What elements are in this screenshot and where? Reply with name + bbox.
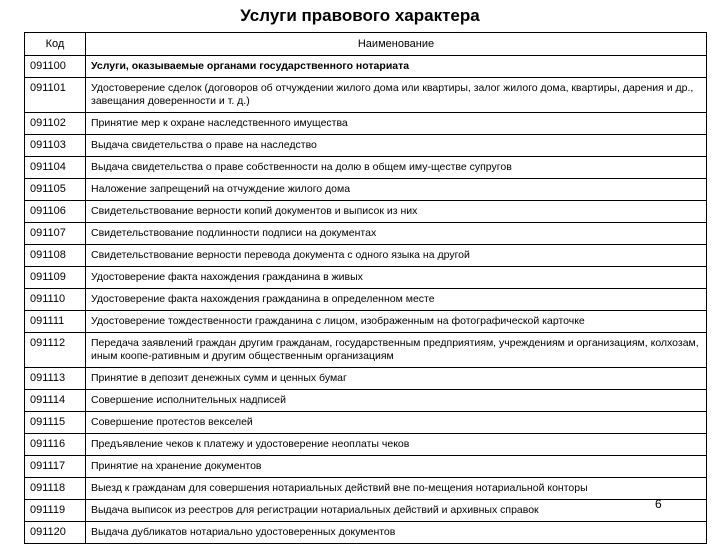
- row-code: 091107: [25, 223, 86, 245]
- row-name: Совершение исполнительных надписей: [86, 390, 707, 412]
- row-name: Выдача свидетельства о праве собственности на долю в общем иму-ществе супругов: [86, 157, 707, 179]
- table-row: [25, 478, 707, 500]
- row-code: 091115: [25, 412, 86, 434]
- row-code: 091111: [25, 311, 86, 333]
- row-name: Удостоверение факта нахождения гражданина в определенном месте: [86, 289, 707, 311]
- table-row: [25, 522, 707, 544]
- row-code: 091104: [25, 157, 86, 179]
- row-name: Свидетельствование верности перевода документа с одного языка на другой: [86, 245, 707, 267]
- row-code: 091112: [25, 333, 86, 368]
- row-name: Наложение запрещений на отчуждение жилого дома: [86, 179, 707, 201]
- row-name: Удостоверение факта нахождения гражданина в живых: [86, 267, 707, 289]
- row-code: 091100: [25, 56, 86, 78]
- table-row: [25, 333, 707, 368]
- table-header-row: [25, 33, 707, 56]
- column-header-code: Код: [25, 33, 86, 56]
- table-row: [25, 78, 707, 113]
- row-name: Выдача дубликатов нотариально удостоверенных документов: [86, 522, 707, 544]
- row-name: Совершение протестов векселей: [86, 412, 707, 434]
- row-code: 091114: [25, 390, 86, 412]
- row-code: 091118: [25, 478, 86, 500]
- row-name: Свидетельствование верности копий документов и выписок из них: [86, 201, 707, 223]
- row-code: 091117: [25, 456, 86, 478]
- row-code: 091105: [25, 179, 86, 201]
- table-row: [25, 113, 707, 135]
- row-code: 091106: [25, 201, 86, 223]
- table-row: [25, 500, 707, 522]
- table-row: [25, 311, 707, 333]
- page-number: 6: [655, 497, 662, 511]
- table-row: [25, 135, 707, 157]
- column-header-name: Наименование: [86, 33, 707, 56]
- row-code: 091103: [25, 135, 86, 157]
- row-code: 091110: [25, 289, 86, 311]
- row-code: 091102: [25, 113, 86, 135]
- row-name: Выдача выписок из реестров для регистрации нотариальных действий и архивных справок: [86, 500, 707, 522]
- row-code: 091113: [25, 368, 86, 390]
- table-row: [25, 368, 707, 390]
- row-name: Принятие в депозит денежных сумм и ценных бумаг: [86, 368, 707, 390]
- row-name: Выезд к гражданам для совершения нотариальных действий вне по-мещения нотариальной конторы: [86, 478, 707, 500]
- page-title: Услуги правового характера: [240, 6, 480, 25]
- row-code: 091120: [25, 522, 86, 544]
- table-row: [25, 157, 707, 179]
- row-name: Передача заявлений граждан другим гражданам, государственным предприятиям, учреждениям и организациям, колхозам, иным коопе-ративным и другим общественным организациям: [86, 333, 707, 368]
- table-row: [25, 223, 707, 245]
- row-code: 091108: [25, 245, 86, 267]
- row-name: Удостоверение тождественности гражданина с лицом, изображенным на фотографической карточке: [86, 311, 707, 333]
- services-table: [24, 32, 707, 544]
- row-name: Выдача свидетельства о праве на наследство: [86, 135, 707, 157]
- table-row: [25, 179, 707, 201]
- services-table-container: [24, 32, 706, 544]
- table-row: [25, 289, 707, 311]
- table-row: [25, 201, 707, 223]
- table-row: [25, 267, 707, 289]
- row-code: 091101: [25, 78, 86, 113]
- table-row: [25, 56, 707, 78]
- row-name: Принятие мер к охране наследственного имущества: [86, 113, 707, 135]
- table-row: [25, 245, 707, 267]
- row-name: Удостоверение сделок (договоров об отчуждении жилого дома или квартиры, залог жилого дома, квартиры, дарения и др., завещания доверенности и т. д.): [86, 78, 707, 113]
- row-code: 091116: [25, 434, 86, 456]
- row-name: Услуги, оказываемые органами государственного нотариата: [86, 56, 707, 78]
- table-row: [25, 456, 707, 478]
- table-row: [25, 390, 707, 412]
- row-code: 091119: [25, 500, 86, 522]
- table-row: [25, 412, 707, 434]
- row-name: Свидетельствование подлинности подписи на документах: [86, 223, 707, 245]
- row-name: Принятие на хранение документов: [86, 456, 707, 478]
- table-row: [25, 434, 707, 456]
- row-name: Предъявление чеков к платежу и удостоверение неоплаты чеков: [86, 434, 707, 456]
- row-code: 091109: [25, 267, 86, 289]
